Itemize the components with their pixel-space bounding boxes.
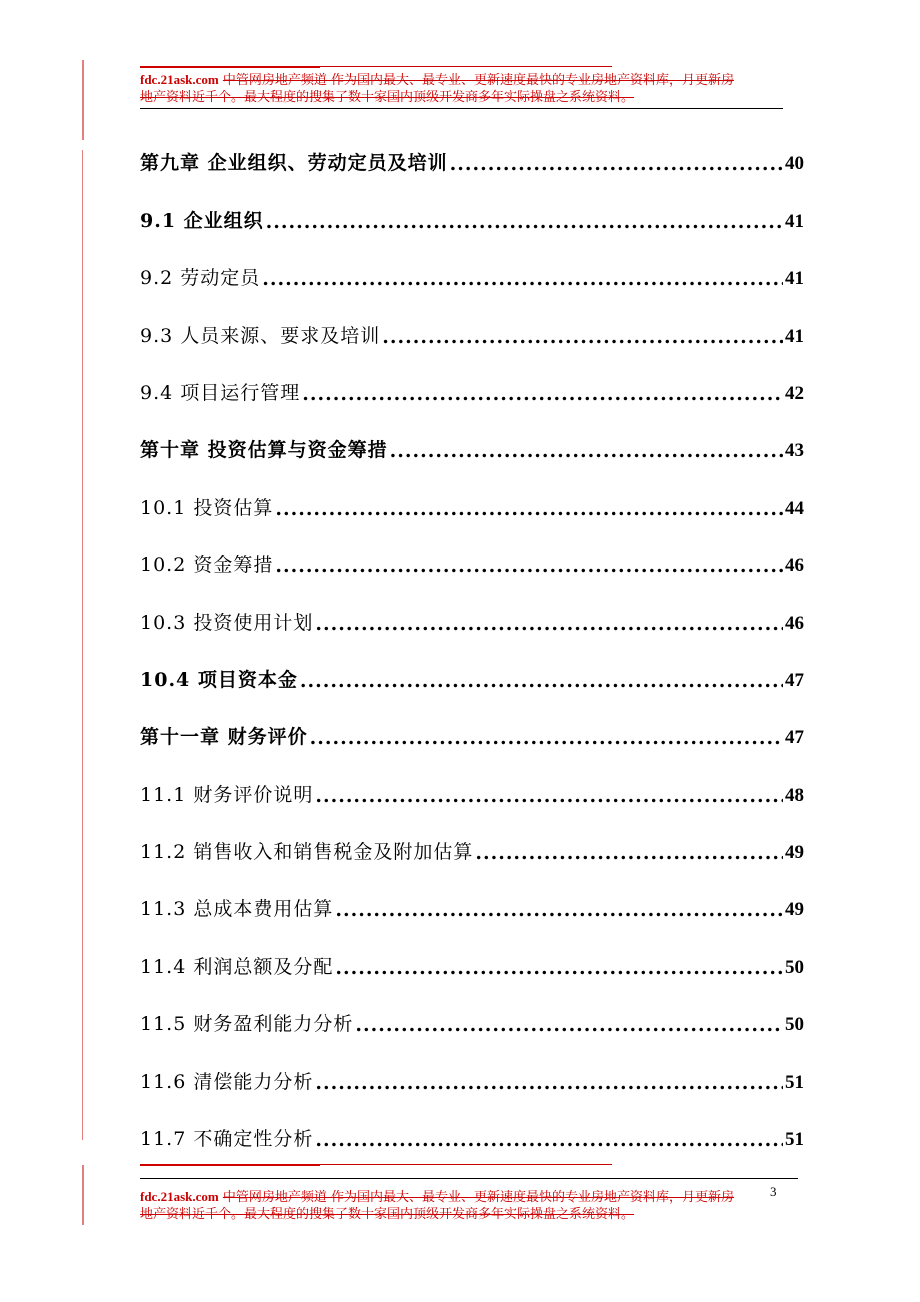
toc-entry-label: 第十章 投资估算与资金筹措: [140, 439, 388, 462]
toc-dot-leader: [315, 1072, 783, 1094]
toc-entry-page: 41: [785, 325, 804, 347]
footer-line-1: [140, 1188, 785, 1206]
toc-dot-leader: [315, 613, 783, 635]
toc-entry[interactable]: [140, 921, 804, 978]
toc-entry[interactable]: [140, 348, 804, 405]
toc-dot-leader: [262, 268, 783, 290]
toc-entry-label: 9.4 项目运行管理: [140, 381, 301, 404]
header-black-rule: [140, 108, 783, 109]
toc-entry[interactable]: [140, 635, 804, 692]
toc-entry[interactable]: [140, 290, 804, 347]
toc-entry[interactable]: [140, 462, 804, 519]
toc-dot-leader: [335, 957, 783, 979]
toc-entry[interactable]: [140, 233, 804, 290]
toc-entry-label: 10.3 投资使用计划: [140, 611, 314, 634]
toc-dot-leader: [302, 383, 783, 405]
toc-entry-label: 11.6 清偿能力分析: [140, 1070, 314, 1093]
footer-text-2: 地产资料近千个。最大程度的搜集了数十家国内顶级开发商多年实际操盘之系统资料。: [140, 1207, 635, 1222]
toc-entry-label: 11.4 利润总额及分配: [140, 955, 334, 978]
footer-black-rule: [140, 1178, 798, 1179]
left-margin-line-top: [82, 60, 84, 140]
toc-entry-label: 10.4 项目资本金: [140, 668, 298, 691]
toc-entry-label: 9.1 企业组织: [140, 209, 264, 232]
toc-dot-leader: [300, 670, 783, 692]
toc-entry-label: 11.7 不确定性分析: [140, 1128, 314, 1151]
toc-dot-leader: [382, 326, 783, 348]
toc-dot-leader: [310, 727, 783, 749]
header-text-1: 中管网房地产频道 作为国内最大、最专业、更新速度最快的专业房地产资料库，月更新房: [222, 73, 734, 88]
toc-entry[interactable]: [140, 520, 804, 577]
toc-entry-label: 第九章 企业组织、劳动定员及培训: [140, 152, 448, 175]
toc-entry[interactable]: [140, 175, 804, 232]
toc-dot-leader: [335, 899, 783, 921]
toc-entry-label: 10.2 资金筹措: [140, 554, 274, 577]
toc-dot-leader: [390, 440, 783, 462]
toc-entry-page: 49: [785, 842, 804, 864]
footer-red-rule-thin: [320, 1164, 612, 1165]
toc-entry-label: 11.5 财务盈利能力分析: [140, 1013, 354, 1036]
toc-entry[interactable]: [140, 864, 804, 921]
toc-dot-leader: [275, 555, 783, 577]
header-red-rule-thin: [320, 66, 612, 67]
toc-entry[interactable]: [140, 1094, 804, 1151]
toc-entry[interactable]: [140, 979, 804, 1036]
toc-entry-label: 11.1 财务评价说明: [140, 783, 314, 806]
toc-entry-label: 10.1 投资估算: [140, 496, 274, 519]
toc-dot-leader: [315, 785, 783, 807]
toc-entry[interactable]: [140, 692, 804, 749]
left-margin-line-bottom: [82, 1165, 84, 1225]
header-red-rule-thick: [140, 66, 320, 68]
header-text-2: 地产资料近千个。最大程度的搜集了数十家国内顶级开发商多年实际操盘之系统资料。: [140, 90, 635, 105]
toc-entry-page: 42: [785, 382, 804, 404]
page-footer: [140, 1188, 785, 1223]
toc-entry-page: 41: [785, 268, 804, 290]
toc-entry-page: 48: [785, 784, 804, 806]
toc-entry-page: 46: [785, 612, 804, 634]
toc-entry-page: 44: [785, 497, 804, 519]
toc-entry-page: 51: [785, 1129, 804, 1151]
toc-entry[interactable]: [140, 1036, 804, 1093]
toc-dot-leader: [315, 1129, 783, 1151]
toc-entry-page: 50: [785, 1014, 804, 1036]
toc-dot-leader: [450, 153, 783, 175]
page-header: [140, 71, 785, 106]
header-line-1: [140, 71, 785, 89]
toc-entry[interactable]: [140, 807, 804, 864]
toc-dot-leader: [266, 211, 783, 233]
toc-entry[interactable]: [140, 577, 804, 634]
toc-entry-page: 50: [785, 956, 804, 978]
toc-entry-page: 51: [785, 1071, 804, 1093]
toc-entry-page: 47: [785, 669, 804, 691]
toc-dot-leader: [475, 842, 783, 864]
toc-entry-label: 9.2 劳动定员: [140, 267, 261, 290]
toc-entry[interactable]: [140, 405, 804, 462]
toc-entry-label: 第十一章 财务评价: [140, 726, 308, 749]
toc-entry-label: 11.2 销售收入和销售税金及附加估算: [140, 841, 474, 864]
toc-entry-label: 11.3 总成本费用估算: [140, 898, 334, 921]
toc-entry-page: 40: [785, 153, 804, 175]
table-of-contents: [140, 118, 804, 1151]
toc-dot-leader: [355, 1014, 783, 1036]
left-margin-line-body: [82, 150, 83, 1140]
toc-entry-label: 9.3 人员来源、要求及培训: [140, 324, 381, 347]
toc-entry[interactable]: [140, 749, 804, 806]
toc-entry-page: 47: [785, 727, 804, 749]
header-site-link[interactable]: fdc.21ask.com: [140, 72, 219, 87]
toc-entry-page: 43: [785, 440, 804, 462]
toc-entry-page: 46: [785, 555, 804, 577]
footer-red-rule-thick: [140, 1164, 320, 1166]
footer-site-link[interactable]: fdc.21ask.com: [140, 1189, 219, 1204]
toc-entry-page: 49: [785, 899, 804, 921]
page-number: 3: [770, 1184, 777, 1199]
toc-entry[interactable]: [140, 118, 804, 175]
toc-dot-leader: [275, 498, 783, 520]
footer-text-1: 中管网房地产频道 作为国内最大、最专业、更新速度最快的专业房地产资料库，月更新房: [222, 1190, 734, 1205]
toc-entry-page: 41: [785, 210, 804, 232]
